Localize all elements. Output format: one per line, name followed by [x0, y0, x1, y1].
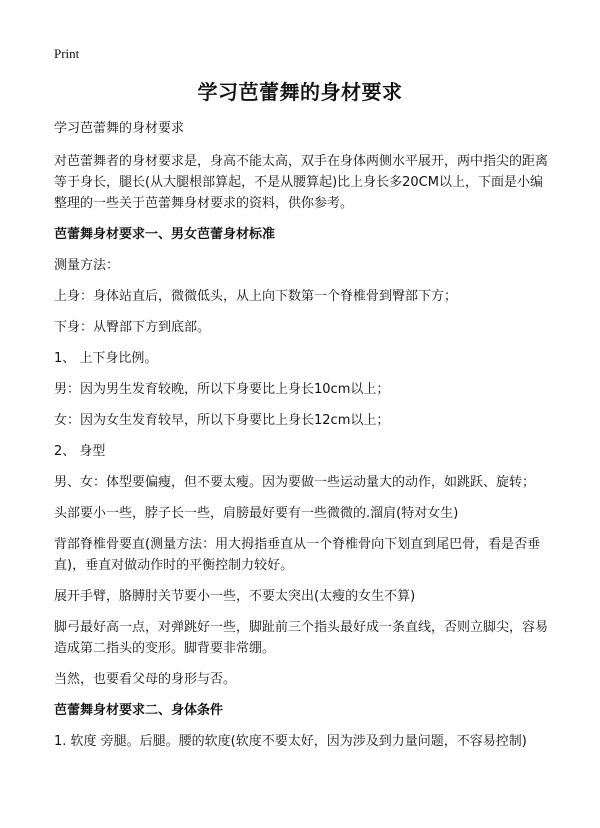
lower-body-paragraph: 下身：从臀部下方到底部。 [54, 320, 211, 335]
arms-paragraph: 展开手臂，胳膊肘关节要小一些，不要太突出(太瘦的女生不算) [54, 589, 416, 604]
body-type-paragraph: 男、女：体型要偏瘦，但不要太瘦。因为要做一些运动量大的动作，如跳跃、旋转； [54, 475, 536, 490]
softness-paragraph: 1. 软度 旁腿。后腿。腰的软度(软度不要太好，因为涉及到力量问题，不容易控制) [54, 734, 527, 749]
item-2-paragraph: 2、 身型 [54, 444, 106, 459]
print-link[interactable]: Print [54, 46, 80, 61]
measure-method-paragraph: 测量方法： [54, 258, 120, 273]
spine-paragraph: 背部脊椎骨要直(测量方法：用大拇指垂直从一个脊椎骨向下划直到尾巴骨，看是否垂直)，垂直对做动作时的平衡控制力较好。 [54, 537, 541, 573]
section-heading-1: 芭蕾舞身材要求一、男女芭蕾身材标准 [54, 227, 276, 242]
upper-body-paragraph: 上身：身体站直后，微微低头，从上向下数第一个脊椎骨到臀部下方； [54, 289, 458, 304]
item-1-paragraph: 1、 上下身比例。 [54, 351, 158, 366]
feet-paragraph: 脚弓最好高一点，对弹跳好一些，脚趾前三个指头最好成一条直线，否则立脚尖，容易造成第二指头的变形。脚背要非常绷。 [54, 620, 549, 656]
intro-paragraph: 对芭蕾舞者的身材要求是，身高不能太高，双手在身体两侧水平展开，两中指尖的距离等于身长，腿长(从大腿根部算起，不是从腰算起)比上身长多20CM以上，下面是小编整理的一些关于芭蕾舞身材要求的资料，供你参考。 [54, 154, 549, 211]
page-title: 学习芭蕾舞的身材要求 [197, 80, 403, 104]
article-body [54, 118, 550, 762]
article-subtitle: 学习芭蕾舞的身材要求 [54, 121, 185, 136]
parents-paragraph: 当然，也要看父母的身形与否。 [54, 672, 237, 687]
head-neck-paragraph: 头部要小一些，脖子长一些，肩膀最好要有一些微微的.溜肩(特对女生) [54, 506, 459, 521]
female-ratio-paragraph: 女：因为女生发育较早，所以下身要比上身长12cm以上； [54, 413, 390, 428]
section-heading-2: 芭蕾舞身材要求二、身体条件 [54, 703, 224, 718]
male-ratio-paragraph: 男：因为男生发育较晚，所以下身要比上身长10cm以上； [54, 382, 390, 397]
